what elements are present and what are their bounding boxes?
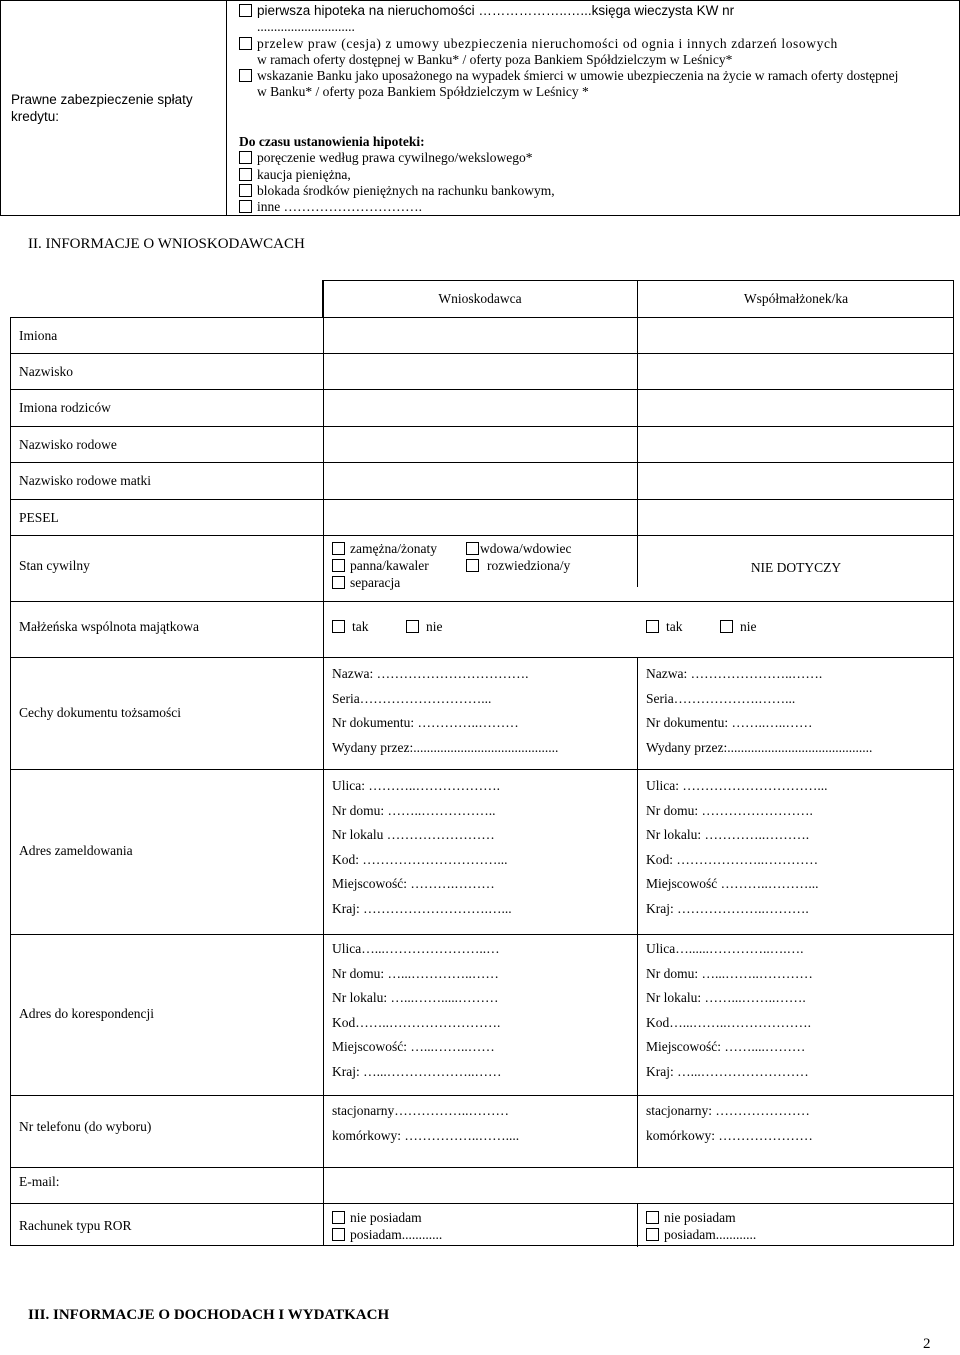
house-number-field[interactable]: Nr domu: ……………………. — [646, 802, 813, 818]
community-spouse-yes: tak — [646, 619, 683, 635]
until-mortgage-heading: Do czasu ustanowienia hipoteki: — [239, 134, 425, 149]
applicants-table — [10, 280, 954, 1246]
checkbox[interactable] — [239, 69, 252, 82]
street-field[interactable]: Ulica: …………………………... — [646, 778, 828, 793]
country-field[interactable]: Kraj: ……………………….…... — [332, 900, 512, 916]
marital-opt-widowed: wdowa/wdowiec — [466, 541, 571, 557]
street-field[interactable]: Ulica: ………..………………. — [332, 778, 500, 793]
section-2-title: II. INFORMACJE O WNIOSKODAWCACH — [28, 236, 305, 252]
reg-spouse-fields — [646, 778, 828, 925]
header-applicant: Wnioskodawca — [438, 291, 522, 306]
ror-spouse — [646, 1210, 756, 1244]
col-divider — [637, 1203, 638, 1247]
house-number-field[interactable]: Nr domu: …...…………..…… — [332, 965, 499, 981]
row-label-imiona: Imiona — [19, 328, 58, 343]
landline-field[interactable]: stacjonarny: ………………… — [646, 1103, 810, 1118]
until-option-blockade: blokada środków pieniężnych na rachunku bankowym, — [239, 183, 555, 199]
checkbox[interactable] — [239, 200, 252, 213]
phone-applicant-fields — [332, 1103, 519, 1152]
doc-applicant-fields — [332, 666, 558, 764]
checkbox[interactable] — [332, 576, 345, 589]
corr-spouse-fields — [646, 941, 813, 1088]
country-field[interactable]: Kraj: ………………..………. — [646, 900, 809, 916]
city-field[interactable]: Miejscowość: ……....……… — [646, 1039, 806, 1054]
checkbox[interactable] — [239, 184, 252, 197]
marital-opt-married: zamężna/żonaty — [332, 541, 437, 557]
page-number: 2 — [923, 1336, 931, 1352]
row-label-telefon: Nr telefonu (do wyboru) — [19, 1119, 152, 1134]
flat-number-field[interactable]: Nr lokalu: …………..………. — [646, 827, 810, 842]
checkbox[interactable] — [466, 542, 479, 555]
street-field[interactable]: Ulica…......…………..….…. — [646, 941, 804, 956]
city-field[interactable]: Miejscowość: …...……..…… — [332, 1039, 495, 1054]
community-applicant-no: nie — [406, 619, 443, 635]
checkbox[interactable] — [239, 37, 252, 50]
header-spouse: Współmałżonek/ka — [743, 291, 849, 306]
mobile-field[interactable]: komórkowy: ………………… — [646, 1127, 813, 1143]
until-option-deposit: kaucja pieniężna, — [239, 167, 351, 183]
community-applicant-yes: tak — [332, 619, 369, 635]
row-label-wspolnota: Małżeńska wspólnota majątkowa — [19, 619, 199, 634]
ror-spouse-yes: posiadam............ — [646, 1227, 756, 1244]
col-divider — [637, 657, 638, 1167]
security-section — [0, 0, 960, 216]
row-label-stan-cywilny: Stan cywilny — [19, 558, 90, 573]
header-empty-cell — [10, 280, 323, 318]
city-field[interactable]: Miejscowość: ……….……… — [332, 876, 495, 891]
row-label-nazwisko: Nazwisko — [19, 364, 73, 379]
checkbox[interactable] — [332, 1211, 345, 1224]
until-option-surety: poręczenie według prawa cywilnego/wekslowego* — [239, 150, 533, 166]
row-label-imiona-rodzicow: Imiona rodziców — [19, 400, 111, 415]
corr-applicant-fields — [332, 941, 502, 1088]
reg-applicant-fields — [332, 778, 512, 925]
postal-code-field[interactable]: Kod: …………………………... — [332, 851, 508, 867]
beneficiary-option-cont: w Banku* / oferty poza Bankiem Spółdzielczym w Leśnicy * — [257, 84, 589, 99]
ror-applicant-no: nie posiadam — [332, 1210, 442, 1227]
spouse-marital-na: NIE DOTYCZY — [750, 560, 842, 575]
checkbox[interactable] — [239, 4, 252, 17]
row-label-dokument: Cechy dokumentu tożsamości — [19, 705, 181, 720]
marital-opt-divorced: rozwiedziona/y — [466, 558, 570, 574]
phone-spouse-fields — [646, 1103, 813, 1152]
checkbox[interactable] — [239, 151, 252, 164]
doc-name-field[interactable]: Nazwa: …………………..……. — [646, 666, 823, 681]
row-label-ror: Rachunek typu ROR — [19, 1218, 132, 1233]
cession-option-cont: w ramach oferty dostępnej w Banku* / oferty poza Bankiem Spółdzielczym w Leśnicy* — [257, 52, 733, 67]
checkbox[interactable] — [646, 1211, 659, 1224]
marital-opt-separation: separacja — [332, 575, 400, 591]
section-3-title: III. INFORMACJE O DOCHODACH I WYDATKACH — [28, 1307, 390, 1323]
row-label-email: E-mail: — [19, 1174, 60, 1189]
until-option-other: inne …………………………. — [239, 199, 422, 215]
security-label: Prawne zabezpieczenie spłaty kredytu: — [11, 92, 193, 124]
doc-number-field[interactable]: Nr dokumentu: ……..…..…… — [646, 715, 813, 730]
doc-issuer-field[interactable]: Wydany przez:........................................... — [646, 739, 873, 755]
city-field[interactable]: Miejscowość ………..………... — [646, 876, 819, 891]
checkbox[interactable] — [332, 559, 345, 572]
doc-series-field[interactable]: Seria……………….……... — [646, 690, 796, 706]
checkbox[interactable] — [406, 620, 419, 633]
row-label-nazwisko-rodowe: Nazwisko rodowe — [19, 437, 117, 452]
mobile-field[interactable]: komórkowy: ……………..…….... — [332, 1127, 520, 1143]
doc-name-field[interactable]: Nazwa: ……………………………. — [332, 666, 529, 681]
community-spouse-no: nie — [720, 619, 757, 635]
row-label-nazwisko-rodowe-matki: Nazwisko rodowe matki — [19, 473, 151, 488]
marital-opt-single: panna/kawaler — [332, 558, 429, 574]
doc-series-field[interactable]: Seria………………………... — [332, 690, 492, 706]
mortgage-kw-dots: ............................. — [257, 19, 355, 34]
postal-code-field[interactable]: Kod: ………………..………… — [646, 851, 819, 867]
checkbox[interactable] — [332, 1228, 345, 1241]
checkbox[interactable] — [239, 168, 252, 181]
checkbox[interactable] — [646, 620, 659, 633]
flat-number-field[interactable]: Nr lokalu: …...…….....……… — [332, 990, 499, 1005]
doc-number-field[interactable]: Nr dokumentu: …………..……… — [332, 715, 519, 730]
postal-code-field[interactable]: Kod…...……..………………. — [646, 1014, 811, 1030]
row-label-pesel: PESEL — [19, 510, 59, 525]
country-field[interactable]: Kraj: …...………………..…… — [332, 1063, 502, 1079]
flat-number-field[interactable]: Nr lokalu …………………… — [332, 827, 495, 842]
checkbox[interactable] — [332, 542, 345, 555]
house-number-field[interactable]: Nr domu: …...……..………… — [646, 965, 813, 981]
landline-field[interactable]: stacjonarny……………..……… — [332, 1103, 509, 1118]
doc-issuer-field[interactable]: Wydany przez:........................................... — [332, 739, 559, 755]
beneficiary-option: wskazanie Banku jako uposażonego na wypadek śmierci w umowie ubezpieczenia na życie w ramach oferty dostępnej — [239, 68, 898, 84]
row-label-zameldowanie: Adres zameldowania — [19, 843, 133, 858]
postal-code-field[interactable]: Kod……..……………………. — [332, 1014, 501, 1030]
row-label-korespondencja: Adres do korespondencji — [19, 1006, 154, 1021]
house-number-field[interactable]: Nr domu: ……..…………….. — [332, 802, 496, 818]
checkbox[interactable] — [646, 1228, 659, 1241]
checkbox[interactable] — [720, 620, 733, 633]
checkbox[interactable] — [332, 620, 345, 633]
ror-applicant — [332, 1210, 442, 1244]
ror-applicant-yes: posiadam............ — [332, 1227, 442, 1244]
security-label-cell — [1, 1, 227, 215]
flat-number-field[interactable]: Nr lokalu: ……...……..……. — [646, 990, 806, 1005]
ror-spouse-no: nie posiadam — [646, 1210, 756, 1227]
doc-spouse-fields — [646, 666, 872, 764]
checkbox[interactable] — [466, 559, 479, 572]
country-field[interactable]: Kraj: …...…………………… — [646, 1063, 809, 1079]
cession-option: przelew praw (cesja) z umowy ubezpieczenia nieruchomości od ognia i innych zdarzeń losowych — [239, 36, 951, 52]
street-field[interactable]: Ulica…...…………………..… — [332, 941, 500, 956]
first-mortgage-option: pierwsza hipoteka na nieruchomości ………………..…...księga wieczysta KW nr — [239, 3, 734, 18]
